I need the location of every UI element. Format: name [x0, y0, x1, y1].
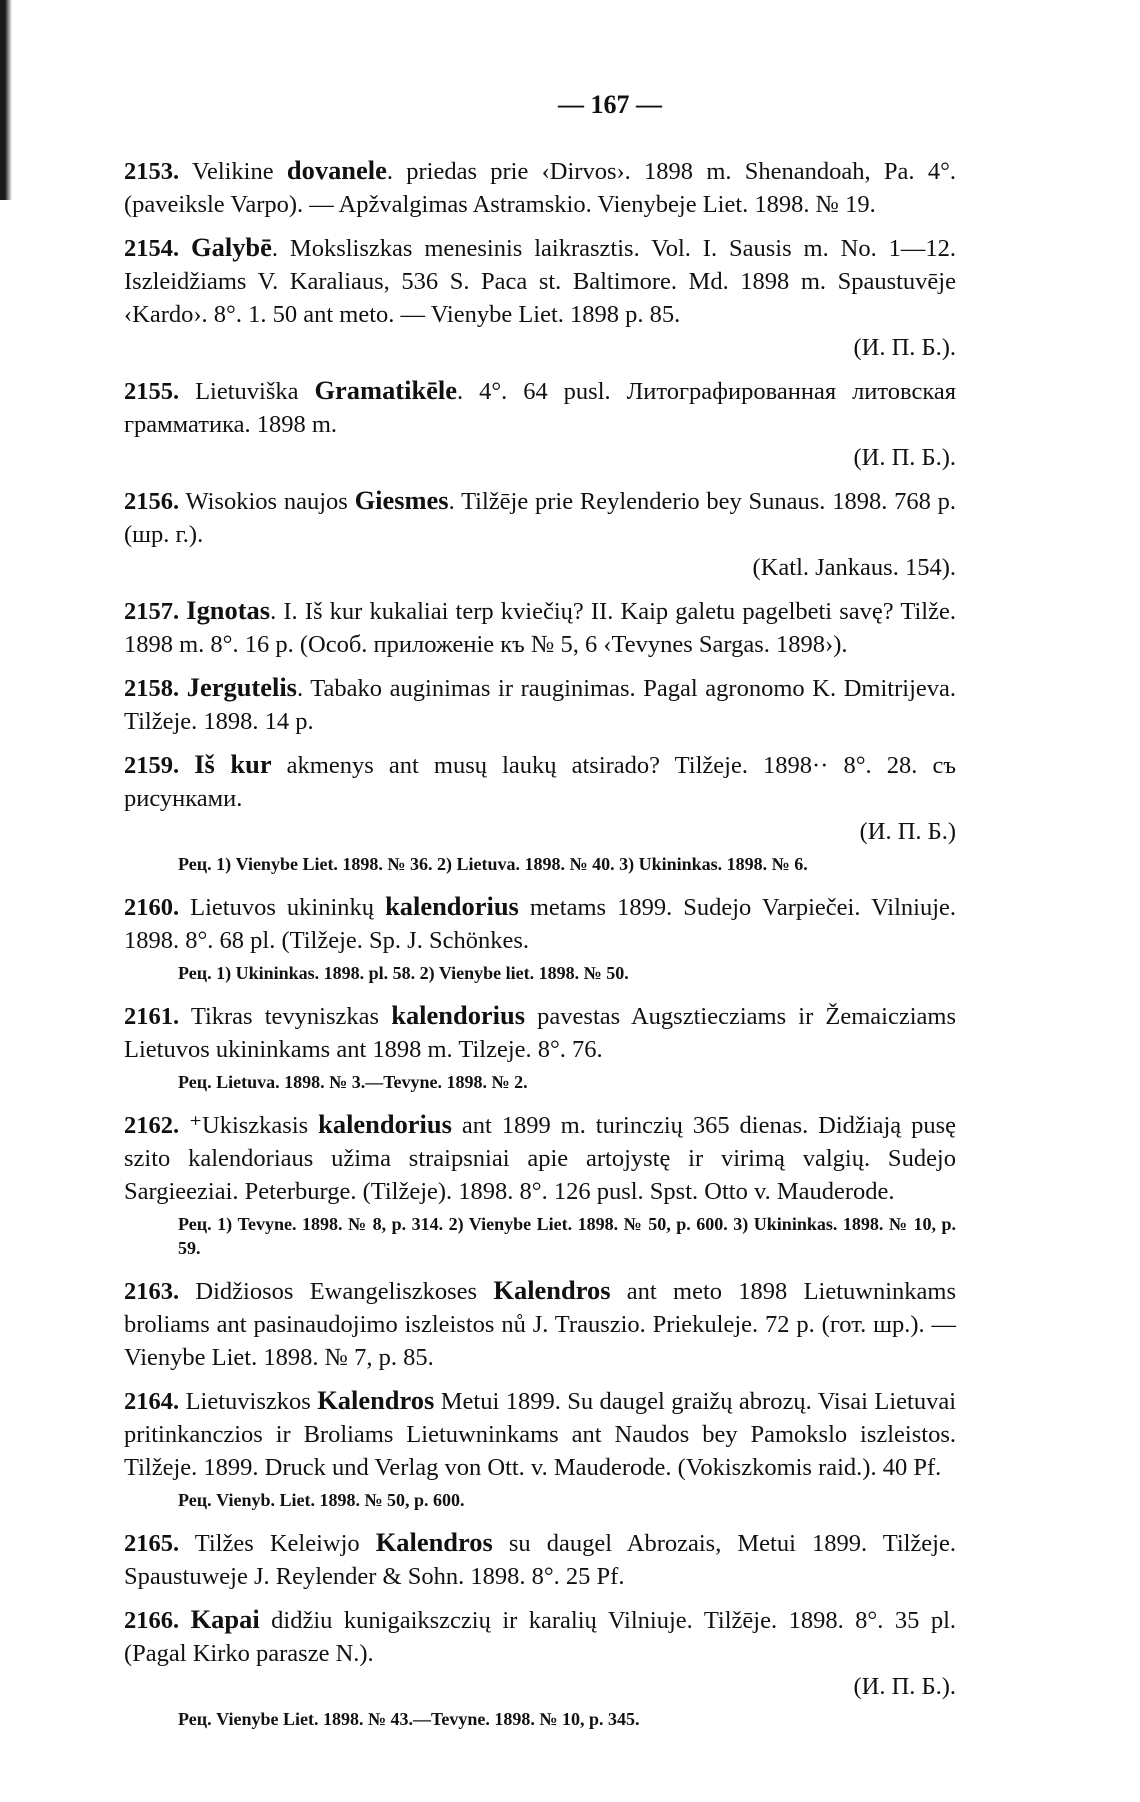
entry-text: . Tilžēje prie Reylenderio bey Sunaus. 1898. 768 p. (шр. г.).	[124, 488, 956, 548]
entry-review: Рец. Vienyb. Liet. 1898. № 50, p. 600.	[178, 1490, 465, 1510]
entry-keyword: Jergutelis	[186, 672, 297, 702]
entry-number: 2166.	[124, 1607, 180, 1634]
entry-number: 2157.	[124, 598, 180, 625]
entry-keyword: Kalendros	[493, 1275, 611, 1305]
entry-keyword: Giesmes	[354, 485, 449, 515]
entry-review: Рец. 1) Ukininkas. 1898. pl. 58. 2) Vienybe liet. 1898. № 50.	[178, 963, 629, 983]
page-edge-shadow	[0, 0, 12, 200]
entry-pre-text: Didžiosos Ewangeliszkoses	[195, 1278, 494, 1305]
entry-text: ant 1899 m. turinczių 365 dienas. Didžiają pusę szito kalendoriaus užima straipsniai apie artojystę ir virimą valgių. Sudejo Sargieeziai. Peterburge. (Tilžeje). 1898. 8°. 126 pusl. Spst. Otto v. Mauderode.	[124, 1112, 957, 1205]
entry-pre-text: Tikras tevyniszkas	[190, 1003, 392, 1030]
entry-number: 2156.	[124, 488, 180, 515]
entry-text: akmenys ant musų laukų atsirado? Tilžeje. 1898·· 8°. 28. съ рисунками.	[124, 752, 957, 812]
entry-number: 2163.	[124, 1278, 180, 1305]
bibliography-entry	[124, 1274, 956, 1374]
page-number: — 167 —	[558, 90, 662, 119]
entry-keyword: Kalendros	[375, 1527, 493, 1557]
entry-pre-text: ⁺Ukiszkasis	[189, 1112, 319, 1139]
entry-text: pavestas Augsztiecziams ir Žemaicziams Lietuvos ukininkams ant 1898 m. Tilzeje. 8°. 76.	[124, 1003, 956, 1063]
entry-text: Metui 1899. Su daugel graižų abrozų. Visai Lietuvai pritinkanczios ir Broliams Lietuwninkams ant Naudos bey Pamokslo iszleistos. Tilžeje. 1899. Druck und Verlag von Ott. v. Mauderode. (Vokiszkomis raid.). 40 Pf.	[124, 1388, 956, 1481]
entry-pre-text: Lietuvos ukininkų	[190, 894, 386, 921]
entry-keyword: Ignotas	[186, 595, 271, 625]
bibliography-entry	[124, 231, 956, 364]
bibliography-entry	[124, 1384, 956, 1484]
entry-text: metams 1899. Sudejo Varpiečei. Vilniuje. 1898. 8°. 68 pl. (Tilžeje. Sp. J. Schönkes.	[124, 894, 957, 954]
bibliography-entry	[124, 154, 956, 221]
entry-number: 2160.	[124, 894, 180, 921]
entry-number: 2154.	[124, 235, 180, 262]
entry-reference: (И. П. Б.)	[859, 818, 956, 845]
entry-pre-text: Lietuviszkos	[185, 1388, 318, 1415]
entry-number: 2158.	[124, 675, 180, 702]
bibliography-entry	[124, 1108, 956, 1208]
entry-text: su daugel Abrozais, Metui 1899. Tilžeje. Spaustuweje J. Reylender & Sohn. 1898. 8°. 25 Pf.	[124, 1530, 956, 1590]
entry-text: . Moksliszkas menesinis laikrasztis. Vol. I. Sausis m. No. 1—12. Iszleidžiams V. Karaliaus, 536 S. Paca st. Baltimore. Md. 1898 m. Spaustuvēje ‹Kardo›. 8°. 1. 50 ant meto. — Vienybe Liet. 1898 p. 85.	[124, 235, 957, 328]
entry-review: Рец. Lietuva. 1898. № 3.—Tevyne. 1898. № 2.	[178, 1072, 528, 1092]
entry-number: 2164.	[124, 1388, 180, 1415]
entry-review: Рец. Vienybe Liet. 1898. № 43.—Tevyne. 1898. № 10, p. 345.	[178, 1709, 640, 1729]
entry-text: . Tabako auginimas ir rauginimas. Pagal agronomo K. Dmitrijeva. Tilžeje. 1898. 14 p.	[124, 675, 956, 735]
entry-reference: (И. П. Б.).	[853, 334, 956, 361]
bibliography-entry	[124, 748, 956, 848]
bibliography-entry	[124, 374, 956, 474]
entry-list	[124, 154, 956, 1731]
entry-keyword: dovanele	[286, 155, 387, 185]
entry-keyword: Galybē	[191, 232, 272, 262]
entry-keyword: kalendorius	[385, 891, 519, 921]
entry-number: 2161.	[124, 1003, 180, 1030]
bibliography-entry	[124, 890, 956, 957]
entry-pre-text: Lietuviška	[195, 378, 315, 405]
entry-pre-text: Wisokios naujos	[185, 488, 355, 515]
entry-pre-text: Tilžes Keleiwjo	[194, 1530, 376, 1557]
entry-review: Рец. 1) Vienybe Liet. 1898. № 36. 2) Lietuva. 1898. № 40. 3) Ukininkas. 1898. № 6.	[178, 854, 808, 874]
bibliography-entry	[124, 999, 956, 1066]
entry-keyword: Kapai	[190, 1604, 260, 1634]
entry-keyword: kalendorius	[318, 1109, 452, 1139]
entry-number: 2165.	[124, 1530, 180, 1557]
bibliography-entry	[124, 1526, 956, 1593]
bibliography-entry	[124, 594, 956, 661]
entry-keyword: Iš kur	[194, 749, 272, 779]
entry-review: Рец. 1) Tevyne. 1898. № 8, p. 314. 2) Vienybe Liet. 1898. № 50, p. 600. 3) Ukininkas. 1898. № 10, p. 59.	[178, 1214, 956, 1258]
entry-pre-text: Velikine	[191, 158, 287, 185]
entry-keyword: Kalendros	[317, 1385, 435, 1415]
entry-number: 2162.	[124, 1112, 180, 1139]
entry-number: 2159.	[124, 752, 180, 779]
document-page	[124, 90, 956, 1745]
entry-text: . priedas prie ‹Dirvos›. 1898 m. Shenandoah, Pa. 4°. (paveiksle Varpo). — Apžvalgimas Astramskio. Vienybeje Liet. 1898. № 19.	[124, 158, 957, 218]
entry-text: ant meto 1898 Lietuwninkams broliams ant pasinaudojimo iszleistos nů J. Trauszio. Priekuleje. 72 p. (гот. шр.). — Vienybe Liet. 1898. № 7, p. 85.	[124, 1278, 957, 1371]
bibliography-entry	[124, 484, 956, 584]
entry-text: . 4°. 64 pusl. Литографированная литовская грамматика. 1898 m.	[124, 378, 957, 438]
entry-reference: (И. П. Б.).	[853, 444, 956, 471]
bibliography-entry	[124, 671, 956, 738]
entry-reference: (Katl. Jankaus. 154).	[752, 554, 956, 581]
entry-text: . I. Iš kur kukaliai terp kviečių? II. Kaip galetu pagelbeti savę? Tilže. 1898 m. 8°. 16 p. (Особ. приложеніе къ № 5, 6 ‹Tevynes Sargas. 1898›).	[124, 598, 956, 658]
entry-number: 2153.	[124, 158, 180, 185]
entry-keyword: Gramatikēle	[314, 375, 457, 405]
entry-text: didžiu kunigaikszczių ir karalių Vilniuje. Tilžēje. 1898. 8°. 35 pl. (Pagal Kirko parasze N.).	[124, 1607, 956, 1667]
entry-reference: (И. П. Б.).	[853, 1673, 956, 1700]
entry-keyword: kalendorius	[391, 1000, 526, 1030]
bibliography-entry	[124, 1603, 956, 1703]
entry-number: 2155.	[124, 378, 180, 405]
